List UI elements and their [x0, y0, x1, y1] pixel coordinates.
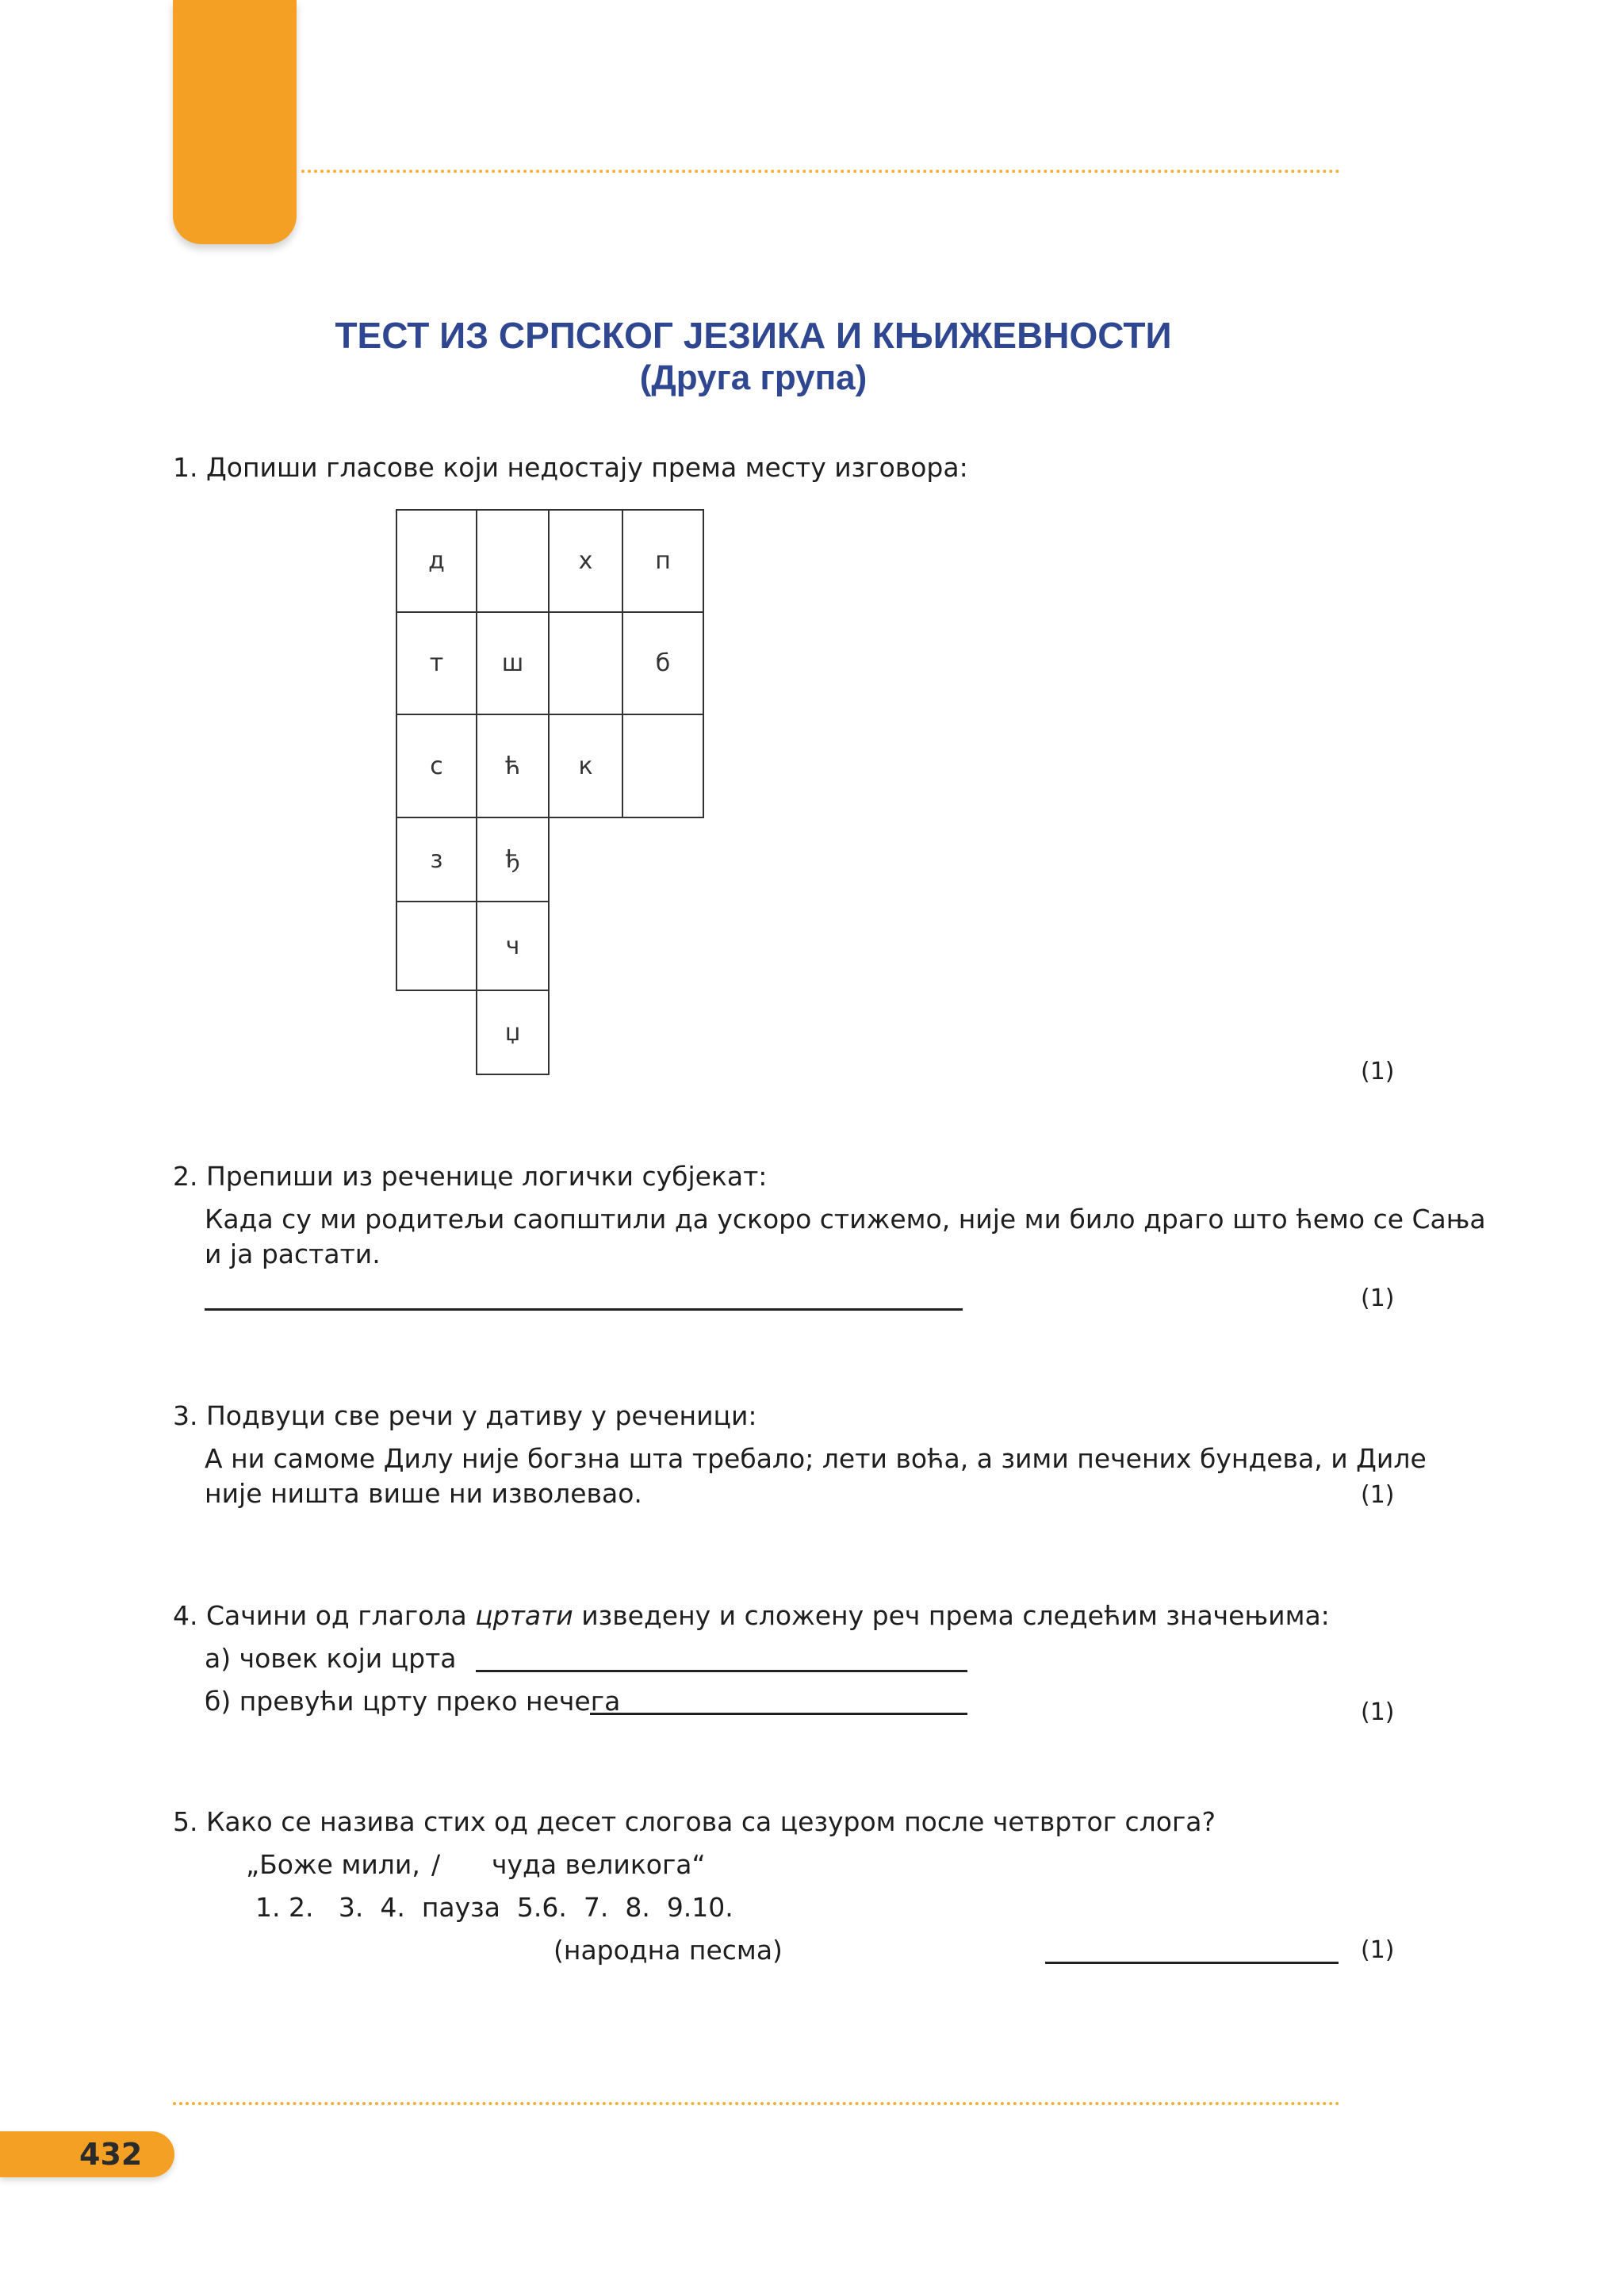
- grid-cell-empty[interactable]: [622, 714, 704, 818]
- grid-cell: ч: [476, 901, 550, 991]
- q2-sentence-line1: Када су ми родитељи саопштили да ускоро стижемо, није ми било драго што ћемо се Сања: [205, 1204, 1486, 1235]
- question-5: 5. Како се назива стих од десет слогова са цезуром после четвртог слога?: [173, 1806, 1216, 1837]
- test-title: ТЕСТ ИЗ СРПСКОГ ЈЕЗИКА И КЊИЖЕВНОСТИ: [335, 315, 1172, 356]
- q5-verse-part2: чуда великога“: [492, 1849, 706, 1880]
- q5-verse-slash: /: [431, 1849, 441, 1880]
- q5-source: (народна песма): [553, 1935, 783, 1966]
- grid-cell: к: [548, 714, 623, 818]
- grid-cell: џ: [476, 990, 550, 1075]
- grid-cell: д: [396, 509, 477, 613]
- grid-cell: т: [396, 611, 477, 715]
- bottom-dotted-divider: [173, 2102, 1340, 2105]
- page-number: 432: [79, 2137, 143, 2172]
- q5-verse-part1: „Боже мили,: [246, 1849, 420, 1880]
- q3-sentence-line1: А ни самоме Дилу није богзна шта требало; лети воћа, а зими печених бундева, и Диле: [205, 1443, 1427, 1474]
- q4-verb: цртати: [475, 1600, 573, 1631]
- q4-text-before: 4. Сачини од глагола: [173, 1600, 476, 1631]
- grid-cell: х: [548, 509, 623, 613]
- question-1: 1. Допиши гласове који недостају према месту изговора:: [173, 452, 968, 483]
- question-3: 3. Подвуци све речи у дативу у реченици:: [173, 1400, 757, 1431]
- grid-cell: ш: [476, 611, 550, 715]
- q3-sentence-line2: није ништа више ни изволевао.: [205, 1478, 642, 1509]
- q2-answer-line[interactable]: [205, 1308, 963, 1311]
- points-q5: (1): [1361, 1936, 1395, 1964]
- points-q3: (1): [1361, 1481, 1395, 1509]
- grid-cell: з: [396, 817, 477, 902]
- grid-cell-empty[interactable]: [476, 509, 550, 613]
- grid-cell: п: [622, 509, 704, 613]
- test-subtitle: (Друга група): [639, 358, 868, 397]
- question-2: 2. Препиши из реченице логички субјекат:: [173, 1161, 768, 1192]
- grid-cell: ђ: [476, 817, 550, 902]
- q4-option-b: б) превући црту преко нечега: [205, 1686, 621, 1717]
- grid-cell: б: [622, 611, 704, 715]
- question-4: [173, 1600, 1330, 1632]
- q5-answer-line[interactable]: [1045, 1962, 1339, 1964]
- q4-text-after: изведену и сложену реч према следећим значењима:: [573, 1600, 1330, 1631]
- top-dotted-divider: [301, 170, 1340, 173]
- grid-cell: с: [396, 714, 477, 818]
- grid-cell-empty[interactable]: [548, 611, 623, 715]
- q5-syllables: 1. 2. 3. 4. пауза 5.6. 7. 8. 9.10.: [255, 1892, 733, 1923]
- points-q1: (1): [1361, 1058, 1395, 1085]
- points-q4: (1): [1361, 1698, 1395, 1726]
- q4-option-a: а) човек који црта: [205, 1643, 457, 1674]
- grid-cell-empty[interactable]: [396, 901, 477, 991]
- chapter-tab: [173, 0, 297, 244]
- q2-sentence-line2: и ја растати.: [205, 1239, 381, 1269]
- q4-a-answer-line[interactable]: [476, 1670, 967, 1672]
- grid-cell: ћ: [476, 714, 550, 818]
- points-q2: (1): [1361, 1284, 1395, 1312]
- q4-b-answer-line[interactable]: [590, 1713, 967, 1715]
